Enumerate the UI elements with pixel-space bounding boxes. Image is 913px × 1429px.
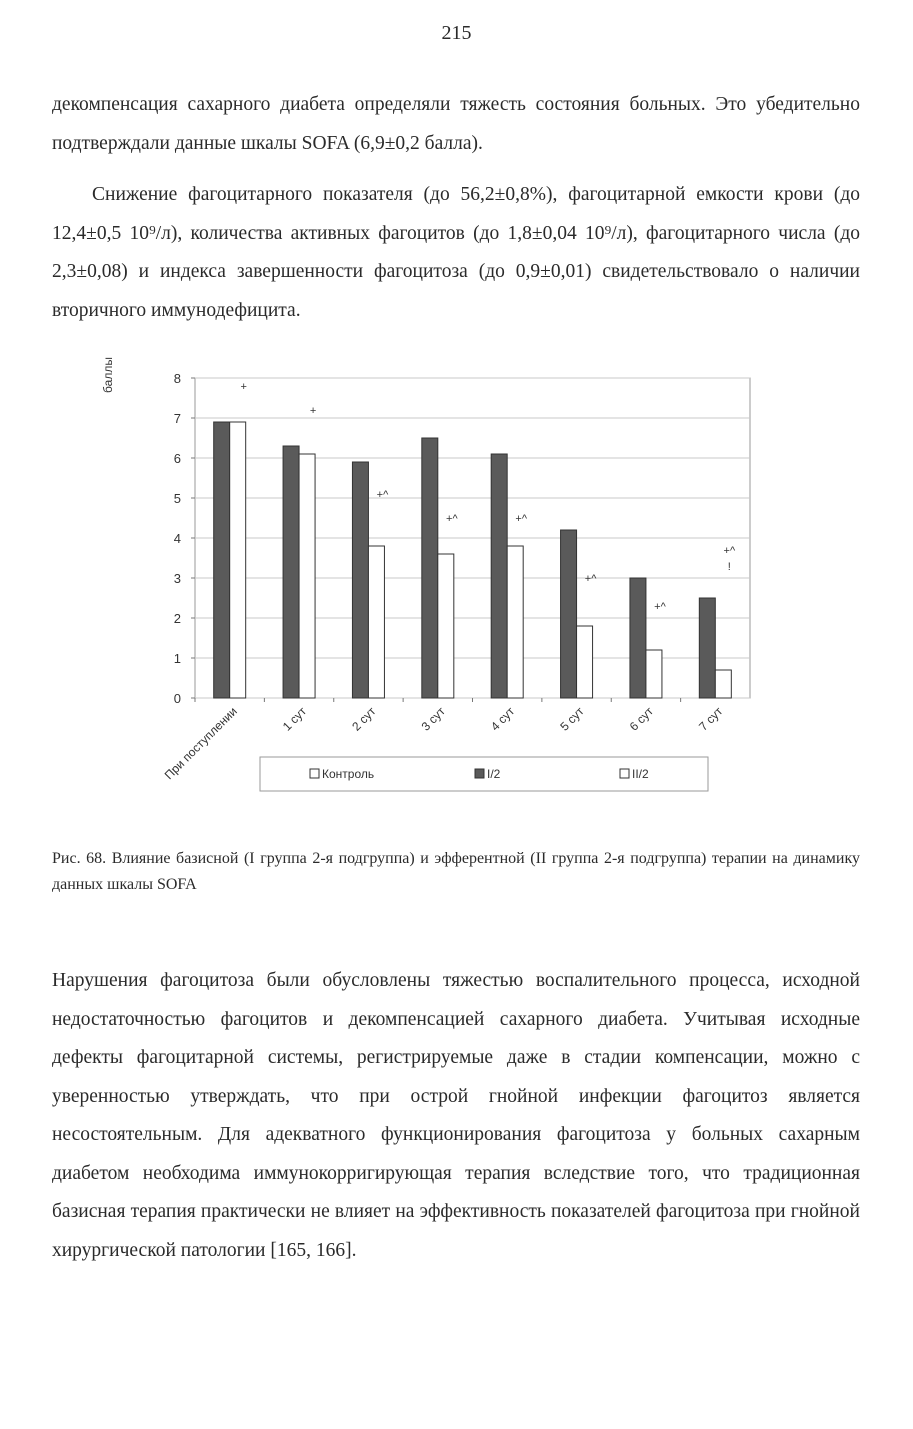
significance-marker: +^ <box>654 601 666 613</box>
bar <box>715 670 731 698</box>
y-tick-label: 7 <box>173 411 181 426</box>
bar <box>352 462 368 698</box>
bar <box>646 650 662 698</box>
x-tick-label: 7 сут <box>696 704 726 734</box>
significance-marker: +^ <box>723 545 736 557</box>
y-tick-label: 4 <box>173 531 181 546</box>
y-tick-label: 5 <box>173 491 181 506</box>
bar <box>577 626 593 698</box>
legend-label: Контроль <box>322 767 375 781</box>
bar <box>630 578 646 698</box>
bar <box>368 546 384 698</box>
x-tick-label: 5 сут <box>557 704 587 734</box>
bar <box>491 454 507 698</box>
x-tick-label: 3 сут <box>418 704 448 734</box>
paragraph-1: декомпенсация сахарного диабета определяли тяжесть состояния больных. Это убедительно подтверждали данные шкалы SOFA (6,9±0,2 балла). <box>52 94 860 154</box>
bar <box>283 446 299 698</box>
sofa-bar-chart <box>90 355 780 815</box>
significance-marker: +^ <box>515 513 527 525</box>
x-tick-label: 1 сут <box>279 704 310 734</box>
x-tick-label: 6 сут <box>626 704 657 734</box>
significance-marker: +^ <box>446 513 458 525</box>
bar <box>507 546 523 698</box>
significance-marker: +^ <box>376 489 389 501</box>
y-tick-label: 0 <box>173 691 181 706</box>
page-number: 215 <box>441 22 472 44</box>
x-tick-label: При поступлении <box>161 704 240 783</box>
significance-marker: + <box>309 405 317 417</box>
x-tick-label: 4 сут <box>487 704 518 734</box>
paragraph-3: Нарушения фагоцитоза были обусловлены тяжестью воспалительного процесса, исходной недостаточностью фагоцитов и декомпенсацией сахарного диабета. Учитывая исходные дефекты фагоцитарной системы, регистрируемые даже в стадии компенсации, можно с уверенностью утверждать, что при острой гнойной инфекции фагоцитоз является несостоятельным. Для адекватного функционирования фагоцитоза у больных сахарным диабетом необходима иммунокорригирующая терапия вследствие того, что традиционная базисная терапия практически не влияет на эффективность показателей фагоцитоза при гнойной хирургической патологии [165, 166]. <box>52 970 860 1261</box>
y-axis-label: баллы <box>101 357 115 393</box>
y-tick-label: 6 <box>173 451 181 466</box>
y-tick-label: 2 <box>173 611 181 626</box>
legend-label: I/2 <box>487 767 501 781</box>
figure-caption: Рис. 68. Влияние базисной (I группа 2-я подгруппа) и эфферентной (II группа 2-я подгруппа) терапии на динамику данных шкалы SOFA <box>52 850 860 893</box>
significance-marker: + <box>240 381 247 393</box>
bar <box>422 438 438 698</box>
legend-swatch <box>310 769 319 778</box>
significance-marker: +^ <box>584 573 597 585</box>
bar <box>299 454 315 698</box>
bar <box>438 554 454 698</box>
y-tick-label: 1 <box>173 651 181 666</box>
y-tick-label: 3 <box>173 571 181 586</box>
legend-label: II/2 <box>632 767 649 781</box>
bar <box>230 422 246 698</box>
x-tick-label: 2 сут <box>349 704 379 734</box>
legend-swatch <box>475 769 484 778</box>
significance-marker: ! <box>727 561 731 573</box>
paragraph-2: Снижение фагоцитарного показателя (до 56,2±0,8%), фагоцитарной емкости крови (до 12,4±0,5 10⁹/л), количества активных фагоцитов (до 1,8±0,04 10⁹/л), фагоцитарного числа (до 2,3±0,08) и индекса завершенности фагоцитоза (до 0,9±0,01) свидетельствовало о наличии вторичного иммунодефицита. <box>52 184 860 321</box>
bar <box>561 530 577 698</box>
y-tick-label: 8 <box>173 371 181 386</box>
legend-swatch <box>620 769 629 778</box>
bar <box>214 422 230 698</box>
bar <box>699 598 715 698</box>
